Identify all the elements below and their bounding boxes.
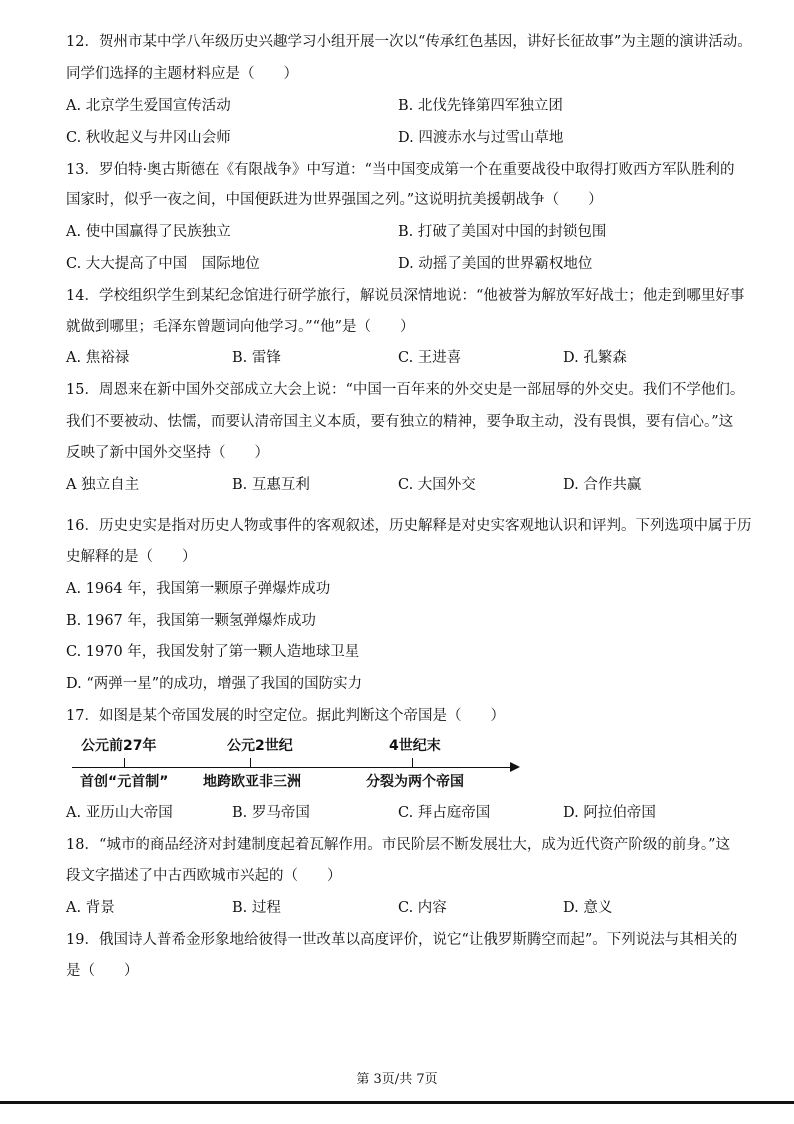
- q15-option-d[interactable]: D. 合作共赢: [563, 477, 642, 493]
- q17-option-d[interactable]: D. 阿拉伯帝国: [563, 805, 656, 821]
- q14-option-d[interactable]: D. 孔繁森: [563, 350, 627, 366]
- q14-option-a[interactable]: A. 焦裕禄: [66, 350, 130, 366]
- q16-stem-line-2: 史解释的是（ ）: [66, 549, 197, 565]
- q16-stem-line-1: 16．历史史实是指对历史人物或事件的客观叙述，历史解释是对史实客观地认识和评判。下列选项中属于历: [66, 518, 752, 534]
- timeline-arrowhead-icon: [510, 762, 520, 772]
- q15-stem-line-3: 反映了新中国外交坚持（ ）: [66, 445, 269, 461]
- q15-stem-line-2: 我们不要被动、怯懦，而要认清帝国主义本质，要有独立的精神，要争取主动，没有畏惧，要有信心。”这: [66, 414, 734, 430]
- q12-option-c[interactable]: C. 秋收起义与井冈山会师: [66, 130, 231, 146]
- timeline-tick-2: [250, 758, 251, 767]
- q18-stem-line-2: 段文字描述了中古西欧城市兴起的（ ）: [66, 868, 342, 884]
- q12-option-b[interactable]: B. 北伐先锋第四军独立团: [398, 98, 563, 114]
- q18-option-d[interactable]: D. 意义: [563, 900, 613, 916]
- q12-stem-line-2: 同学们选择的主题材料应是（ ）: [66, 66, 298, 82]
- q14-option-c[interactable]: C. 王进喜: [398, 350, 462, 366]
- bottom-divider: [0, 1101, 794, 1104]
- q13-stem-line-2: 国家时，似乎一夜之间，中国便跃进为世界强国之列。”这说明抗美援朝战争（ ）: [66, 192, 603, 208]
- q17-option-b[interactable]: B. 罗马帝国: [232, 805, 310, 821]
- q15-option-a[interactable]: A 独立自主: [66, 477, 140, 493]
- q19-stem-line-1: 19．俄国诗人普希金形象地给彼得一世改革以高度评价，说它“让俄罗斯腾空而起”。下列说法与其相关的: [66, 932, 738, 948]
- q13-option-b[interactable]: B. 打破了美国对中国的封锁包围: [398, 224, 607, 240]
- q14-stem-line-1: 14．学校组织学生到某纪念馆进行研学旅行，解说员深情地说：“他被誉为解放军好战士；他走到哪里好事: [66, 288, 745, 304]
- q15-option-b[interactable]: B. 互惠互利: [232, 477, 310, 493]
- q13-option-d[interactable]: D. 动摇了美国的世界霸权地位: [398, 256, 593, 272]
- q14-option-b[interactable]: B. 雷锋: [232, 350, 281, 366]
- q15-option-c[interactable]: C. 大国外交: [398, 477, 476, 493]
- q18-option-a[interactable]: A. 背景: [66, 900, 115, 916]
- q18-option-b[interactable]: B. 过程: [232, 900, 281, 916]
- q17-option-a[interactable]: A. 亚历山大帝国: [66, 805, 173, 821]
- q13-option-c[interactable]: C. 大大提高了中国 国际地位: [66, 256, 260, 272]
- timeline-tick-1: [124, 758, 125, 767]
- q16-option-a[interactable]: A. 1964 年，我国第一颗原子弹爆炸成功: [66, 581, 331, 597]
- timeline-tick-3: [412, 758, 413, 767]
- q18-stem-line-1: 18．“城市的商品经济对封建制度起着瓦解作用。市民阶层不断发展壮大，成为近代资产阶级的前身。”这: [66, 837, 731, 853]
- q19-stem-line-2: 是（ ）: [66, 963, 139, 979]
- q17-stem-line-1: 17．如图是某个帝国发展的时空定位。据此判断这个帝国是（ ）: [66, 708, 505, 724]
- timeline-top-label-2: 公元2世纪: [227, 738, 293, 754]
- q12-stem-line-1: 12．贺州市某中学八年级历史兴趣学习小组开展一次以“传承红色基因，讲好长征故事”为主题的演讲活动。: [66, 34, 752, 50]
- timeline-top-label-3: 4世纪末: [389, 738, 441, 754]
- timeline-bottom-label-2: 地跨欧亚非三洲: [203, 774, 301, 790]
- timeline-bottom-label-3: 分裂为两个帝国: [366, 774, 464, 790]
- q17-option-c[interactable]: C. 拜占庭帝国: [398, 805, 491, 821]
- timeline-top-label-1: 公元前27年: [81, 738, 157, 754]
- timeline-axis: [72, 767, 512, 768]
- q16-option-b[interactable]: B. 1967 年，我国第一颗氢弹爆炸成功: [66, 613, 316, 629]
- q14-stem-line-2: 就做到哪里；毛泽东曾题词向他学习。”“他”是（ ）: [66, 319, 415, 335]
- q16-option-c[interactable]: C. 1970 年，我国发射了第一颗人造地球卫星: [66, 644, 360, 660]
- q12-option-d[interactable]: D. 四渡赤水与过雪山草地: [398, 130, 564, 146]
- timeline-bottom-label-1: 首创“元首制”: [80, 774, 169, 790]
- q15-stem-line-1: 15．周恩来在新中国外交部成立大会上说：“中国一百年来的外交史是一部屈辱的外交史。我们不学他们。: [66, 382, 745, 398]
- q16-option-d[interactable]: D. “两弹一星”的成功，增强了我国的国防实力: [66, 676, 363, 692]
- q18-option-c[interactable]: C. 内容: [398, 900, 447, 916]
- q12-option-a[interactable]: A. 北京学生爱国宣传活动: [66, 98, 231, 114]
- q13-stem-line-1: 13．罗伯特·奥古斯德在《有限战争》中写道：“当中国变成第一个在重要战役中取得打败西方军队胜利的: [66, 162, 735, 178]
- page-number: 第 3页/共 7页: [356, 1072, 438, 1087]
- q13-option-a[interactable]: A. 使中国赢得了民族独立: [66, 224, 231, 240]
